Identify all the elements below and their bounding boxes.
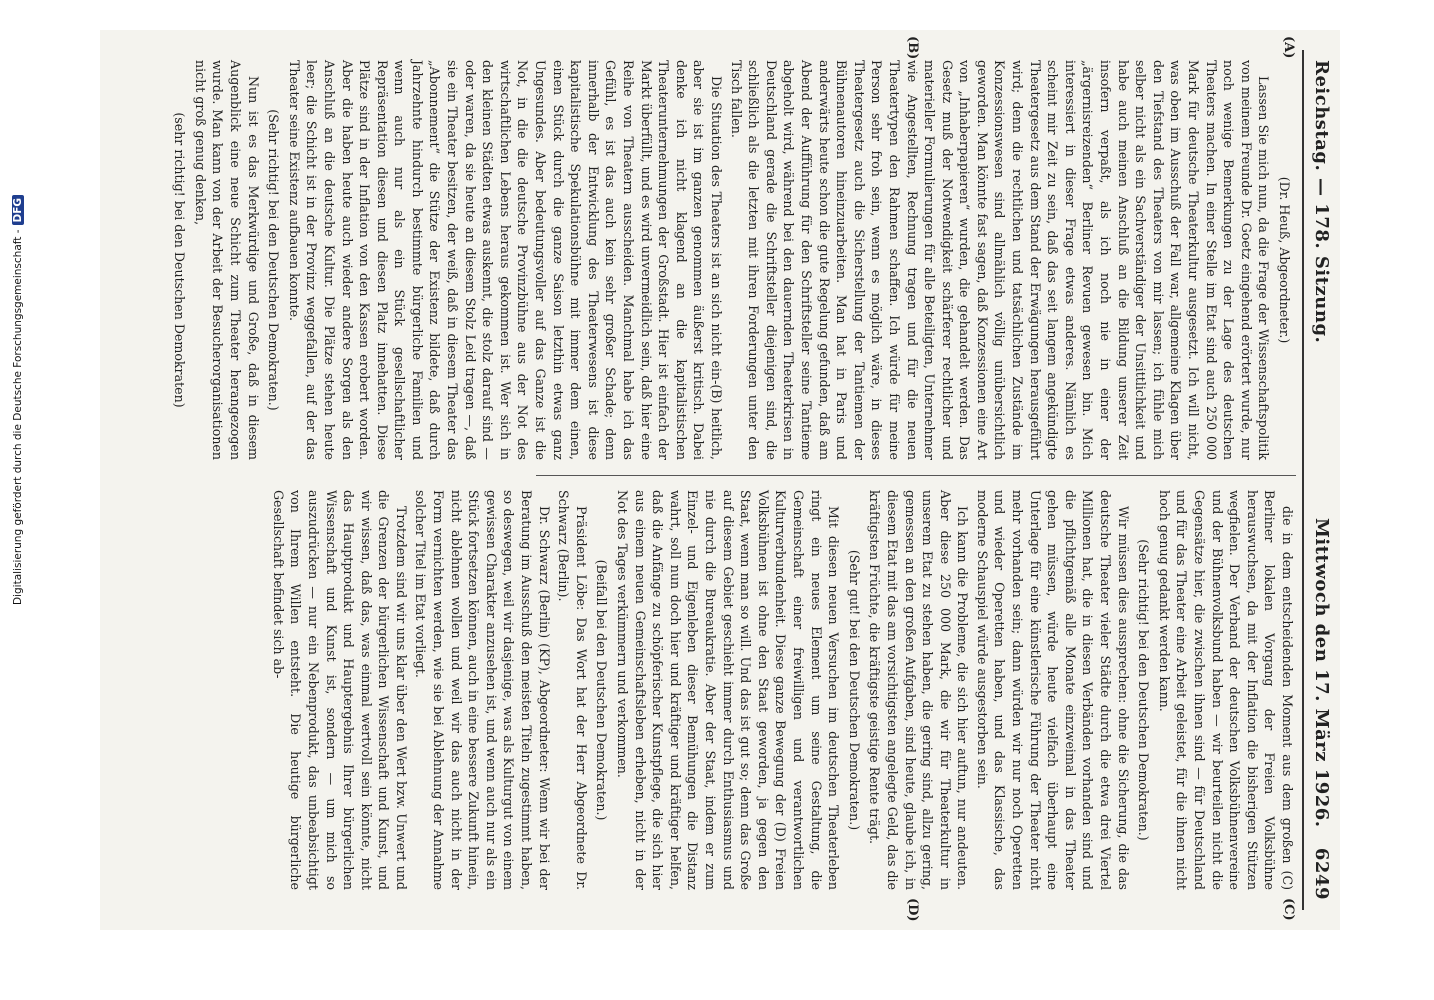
dfg-logo: DFG	[12, 195, 24, 226]
interjection: (Sehr gut! bei den Deutschen Demokraten.)	[846, 549, 862, 831]
paragraph: Wir müssen dies aussprechen: ohne die Sicherung, die das deutsche Theater vieler Städte durch die etwa drei Viertel Millionen hat, die in diesen Verbänden vorhanden sind und die pflichtgemäß alle Monate einzweimal in das Theater gehen müssen, würde heute vielfach überhaupt eine Unterlage für eine künstlerische Führung der Theater nicht mehr vorhanden sein; dann würden wir nur noch Operetten und wieder Operetten haben, und das Klassische, das moderne Schauspiel würde ausgestorben sein.	[974, 490, 1131, 890]
paragraph: Ich kann die Probleme, die sich hier auftun, nur andeuten. Aber diese 250 000 Mark, die wir für Theaterkultur in unserem Etat zu stehen haben, die gering sind, allzu gering, gemessen an den großen Aufgaben, sind heute, glaube ich, in diesem Etat mit das am vorsichtigsten angelegte Geld, das die kräftigsten Früchte, die kräftigste geistige Rente trägt.	[867, 490, 971, 890]
page-number: 6249	[1311, 847, 1332, 900]
right-column	[267, 490, 1296, 890]
margin-marker-a: (A)	[1281, 36, 1296, 59]
header-date: Mittwoch den 17. März 1926.	[1311, 517, 1332, 828]
digitization-credit	[12, 0, 28, 605]
paragraph: Nun ist es das Merkwürdige und Große, daß in diesem Augenblick eine neue Schicht zum Theater herangezogen wurde. Man kann von der Arbeit der Besucherorganisationen nicht groß genug denken,	[192, 60, 261, 460]
paragraph: die in dem entscheidenden Moment aus dem großen (C) Berliner lokalen Vorgang der Freien Volksbühne herauswuchsen, da mit der Inflation die bisherigen Stützen wegfielen. Der Verband der deutschen Volksbühnenvereine und der Bühnenvolksbund haben — wir beurteilen nicht die Gegensätze hier, die zwischen ihnen sind — für Deutschland und für das Theater eine Arbeit geleistet, für die ihnen nicht hoch genug gedankt werden kann.	[1156, 490, 1295, 890]
header-rule	[1302, 50, 1304, 910]
interjection: (Sehr richtig! bei den Deutschen Demokraten.)	[266, 109, 282, 411]
left-column	[168, 60, 1296, 460]
paragraph: (Dr. Heuß, Abgeordneter.)	[1277, 176, 1292, 344]
column-divider	[536, 475, 1296, 476]
header-left: Reichstag. — 178. Sitzung.	[1311, 60, 1332, 344]
margin-marker-d: (D)	[905, 898, 920, 922]
credit-text: Digitalisierung gefördert durch die Deutsche Forschungsgemeinschaft -	[12, 229, 24, 605]
speaker-paragraph: Dr. Schwarz (Berlin) (KP), Abgeordneter: Wenn wir bei der Beratung im Ausschuß den meisten Titeln zugestimmt haben, so deswegen, weil wir dasjenige, was als Kulturgut von einem gewissen Charakter anzusehen ist, und wenn auch nur als ein Stück fortsetzen können, auch in eine bessere Zukunft hinein, nicht ablehnen wollen und weil wir das auch nicht in der Form vernichten werden, wie sie bei Ablehnung der Annahme solcher Titel im Etat vorliegt.	[413, 490, 552, 890]
margin-marker-c: (C)	[1281, 898, 1296, 921]
speaker-paragraph: Präsident Löbe: Das Wort hat der Herr Abgeordnete Dr. Schwarz (Berlin).	[556, 490, 589, 890]
scanned-page	[100, 30, 1340, 930]
paragraph: Trotzdem sind wir uns klar über den Wert bzw. Unwert und die Grenzen der bürgerlichen Wissenschaft und Kunst, und wir wissen, daß das, was einmal wertvoll sein könnte, nicht das Hauptprodukt und Hauptergebnis Ihrer bürgerlichen Wissenschaft und Kunst ist, sondern — um mich so auszudrücken — nur ein Nebenprodukt, das unbeabsichtigt von Ihrem Willen entsteht. Die heutige bürgerliche Gesellschaft befindet sich ab-	[270, 490, 409, 890]
interjection: (Sehr richtig! bei den Deutschen Demokraten.)	[1136, 539, 1152, 841]
interjection: (sehr richtig! bei den Deutschen Demokraten)	[172, 112, 188, 408]
paragraph: Mit diesen neuen Versuchen im deutschen Theaterleben ringt ein neues Element um seine Gestaltung, die Gemeinschaft einer freiwilligen und verantwortlichen Kulturverbundenheit. Diese ganze Bewegung der (D) Freien Volksbühnen ist ohne den Staat geworden, ja gegen den Staat, wenn man so will. Und das ist gut so; denn das Große auf diesem Gebiet geschieht immer durch Enthusiasmus und nie durch die Bureaukratie. Aber der Staat, indem er zum Einzel- und Eigenleben dieser Bemühungen die Distanz wahrt, soll nun doch hier und kräftiger und kräftiger helfen, daß die Anfänge zu schöpferischer Kunstpflege, die sich hier aus einem neuen Gemeinschaftsleben erheben, nicht in der Not des Tages verkümmern und verkommen.	[615, 490, 842, 890]
margin-marker-b: (B)	[905, 36, 920, 60]
paragraph: Die Situation des Theaters ist an sich nicht ein-(B) heitlich, aber sie ist im ganzen genommen äußerst kritisch. Dabei denke ich nicht klagend an die kapitalistischen Theaterunternehmungen der Großstadt. Hier ist einfach der Markt überfüllt, und es wird unvermeidlich sein, daß hier eine Reihe von Theatern ausscheiden. Manchmal habe ich das Gefühl, es ist das auch kein sehr großer Schade; denn innerhalb der Entwicklung des Theaterwesens ist diese kapitalistische Spekulationsbühne mit immer dem einen, einen Stück durch die ganze Saison letzthin etwas ganz Ungesundes. Aber bedeutungsvoller auf das Ganze ist die Not, in die die deutsche Provinzbühne aus der Not des wirtschaftlichen Lebens heraus gekommen ist. Wer sich in den kleinen Städten etwas auskennt, die stolz darauf sind — oder waren, da sie heute an diesem Stolz Leid tragen —, daß sie ein Theater besitzen, der weiß, daß in diesem Theater das „Abonnement“ die Stütze der Existenz bildete, daß durch Jahrzehnte hindurch bestimmte bürgerliche Familien und wenn auch nur als ein Stück gesellschaftlicher Repräsentation diesen und diesen Platz innehatten. Diese Plätze sind in der Inflation von den Kassen erobert worden. Aber die haben heute auch wieder andere Sorgen als den Anschluß an die deutsche Kultur. Die Plätze stehen heute leer; die Schicht ist in der Provinz weggefallen, auf der das Theater seine Existenz aufbauen konnte.	[286, 60, 724, 460]
running-header	[1306, 60, 1332, 900]
paragraph: Lassen Sie mich nun, da die Frage der Wissenschaftspolitik von meinem Freunde Dr. Goetz eingehend erörtert wurde, nur noch wenige Bemerkungen zu der Lage des deutschen Theaters machen. In einer Stelle im Etat sind auch 250 000 Mark für deutsche Theaterkultur ausgesetzt. Ich will nicht, was oben im Ausschuß der Fall war, allgemeine Klagen über den Tiefstand des Theaters von mir lassen; ich fühle mich selber nicht als ein Sachverständiger der Unsittlichkeit und habe auch meinen Anschluß an die Bildung unserer Zeit insofern verpaßt, als ich noch nie in einer der „ärgernisreizenden“ Berliner Revuen gewesen bin. Mich interessiert in dieser Frage etwas anderes. Nämlich es scheint mir Zeit zu sein, daß das seit langem angekündigte Theatergesetz aus dem Stand der Erwägungen herausgeführt wird; denn die rechtlichen und tatsächlichen Zustände im Konzessionswesen sind allmählich völlig unübersichtlich geworden. Man könnte fast sagen, daß Konzessionen eine Art von „Inhaberpapieren“ wurden, die gehandelt werden. Das Gesetz muß der Notwendigkeit schärferer rechtlicher und materieller Formulierungen für alle Beteiligten, Unternehmer wie Angestellten, Rechnung tragen und für die neuen Theatertypen den Rahmen schaffen. Ich würde für meine Person sehr froh sein, wenn es möglich wäre, in dieses Theatergesetz auch die Sicherstellung der Tantiemen der Bühnenautoren hineinzuarbeiten. Man hat in Paris und anderwärts heute schon die gute Regelung gefunden, daß am Abend der Aufführung für den Schriftsteller seine Tantieme abgeholt wird, während bei den dauernden Theaterkrisen in Deutschland gerade die Schriftsteller diejenigen sind, die schließlich als die letzten mit ihren Forderungen unter den Tisch fallen.	[728, 60, 1272, 460]
header-right	[1311, 518, 1332, 900]
interjection: (Beifall bei den Deutschen Demokraten.)	[594, 559, 610, 821]
